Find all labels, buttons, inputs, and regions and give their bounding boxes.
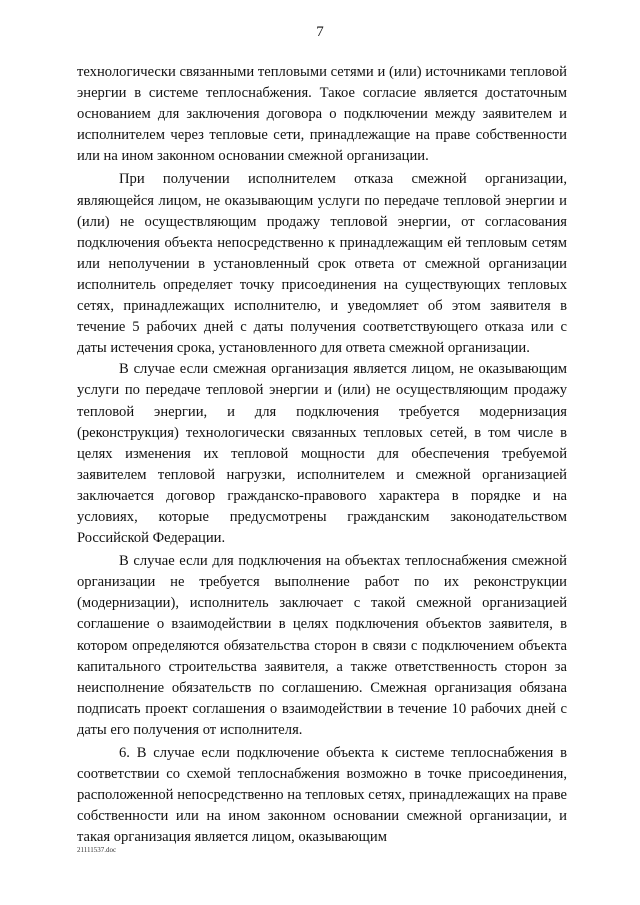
paragraph-interaction-agreement: В случае если для подключения на объектах теплоснабжения смежной организации не требуется выполнение работ по их реконструкции (модернизации), исполнитель заключает с такой смежной организацией соглашение о взаимодействии в целях подключения объектов заявителя, в котором определяются обязательства сторон в связи с подключением объекта капитального строительства заявителя, а также ответственность сторон за неисполнение обязательств по соглашению. Смежная организация обязана подписать проект соглашения о взаимодействии в течение 10 рабочих дней с даты его получения от исполнителя. bbox=[77, 553, 567, 738]
paragraph-continuation: технологически связанными тепловыми сетями и (или) источниками тепловой энергии в системе теплоснабжения. Такое согласие является достаточным основанием для заключения договора о подключении между заявителем и исполнителем через тепловые сети, принадлежащие на праве собственности или на ином законном основании смежной организации. bbox=[77, 64, 567, 165]
paragraph-clause-6: 6. В случае если подключение объекта к системе теплоснабжения в соответствии со схемой теплоснабжения возможно в точке присоединения, расположенной непосредственно на тепловых сетях, принадлежащих на праве собственности или на ином законном основании смежной организации, и такая организация является лицом, оказывающим bbox=[77, 745, 567, 846]
footer-filename: 21111537.doc bbox=[77, 846, 117, 854]
page-number: 7 bbox=[316, 24, 324, 40]
paragraph-refusal-procedure: При получении исполнителем отказа смежной организации, являющейся лицом, не оказывающим услуги по передаче тепловой энергии и (или) не осуществляющим продажу тепловой энергии, от согласования подключения объекта непосредственно к принадлежащим ей тепловым сетям или неполучении в установленный срок ответа от смежной организации исполнитель определяет точку присоединения на существующих тепловых сетях, принадлежащих исполнителю, и уведомляет об этом заявителя в течение 5 рабочих дней с даты получения соответствующего отказа или с даты истечения срока, установленного для ответа смежной организации. bbox=[77, 171, 567, 357]
paragraph-modernization-contract: В случае если смежная организация является лицом, не оказывающим услуги по передаче тепловой энергии и (или) не осуществляющим продажу тепловой энергии, и для подключения требуется модернизация (реконструкция) технологически связанных тепловых сетей, в том числе в целях изменения их тепловой мощности для обеспечения требуемой заявителем тепловой нагрузки, исполнителем и смежной организацией заключается договор гражданско-правового характера в порядке и на условиях, которые предусмотрены гражданским законодательством Российской Федерации. bbox=[77, 361, 567, 547]
document-body bbox=[77, 62, 567, 848]
